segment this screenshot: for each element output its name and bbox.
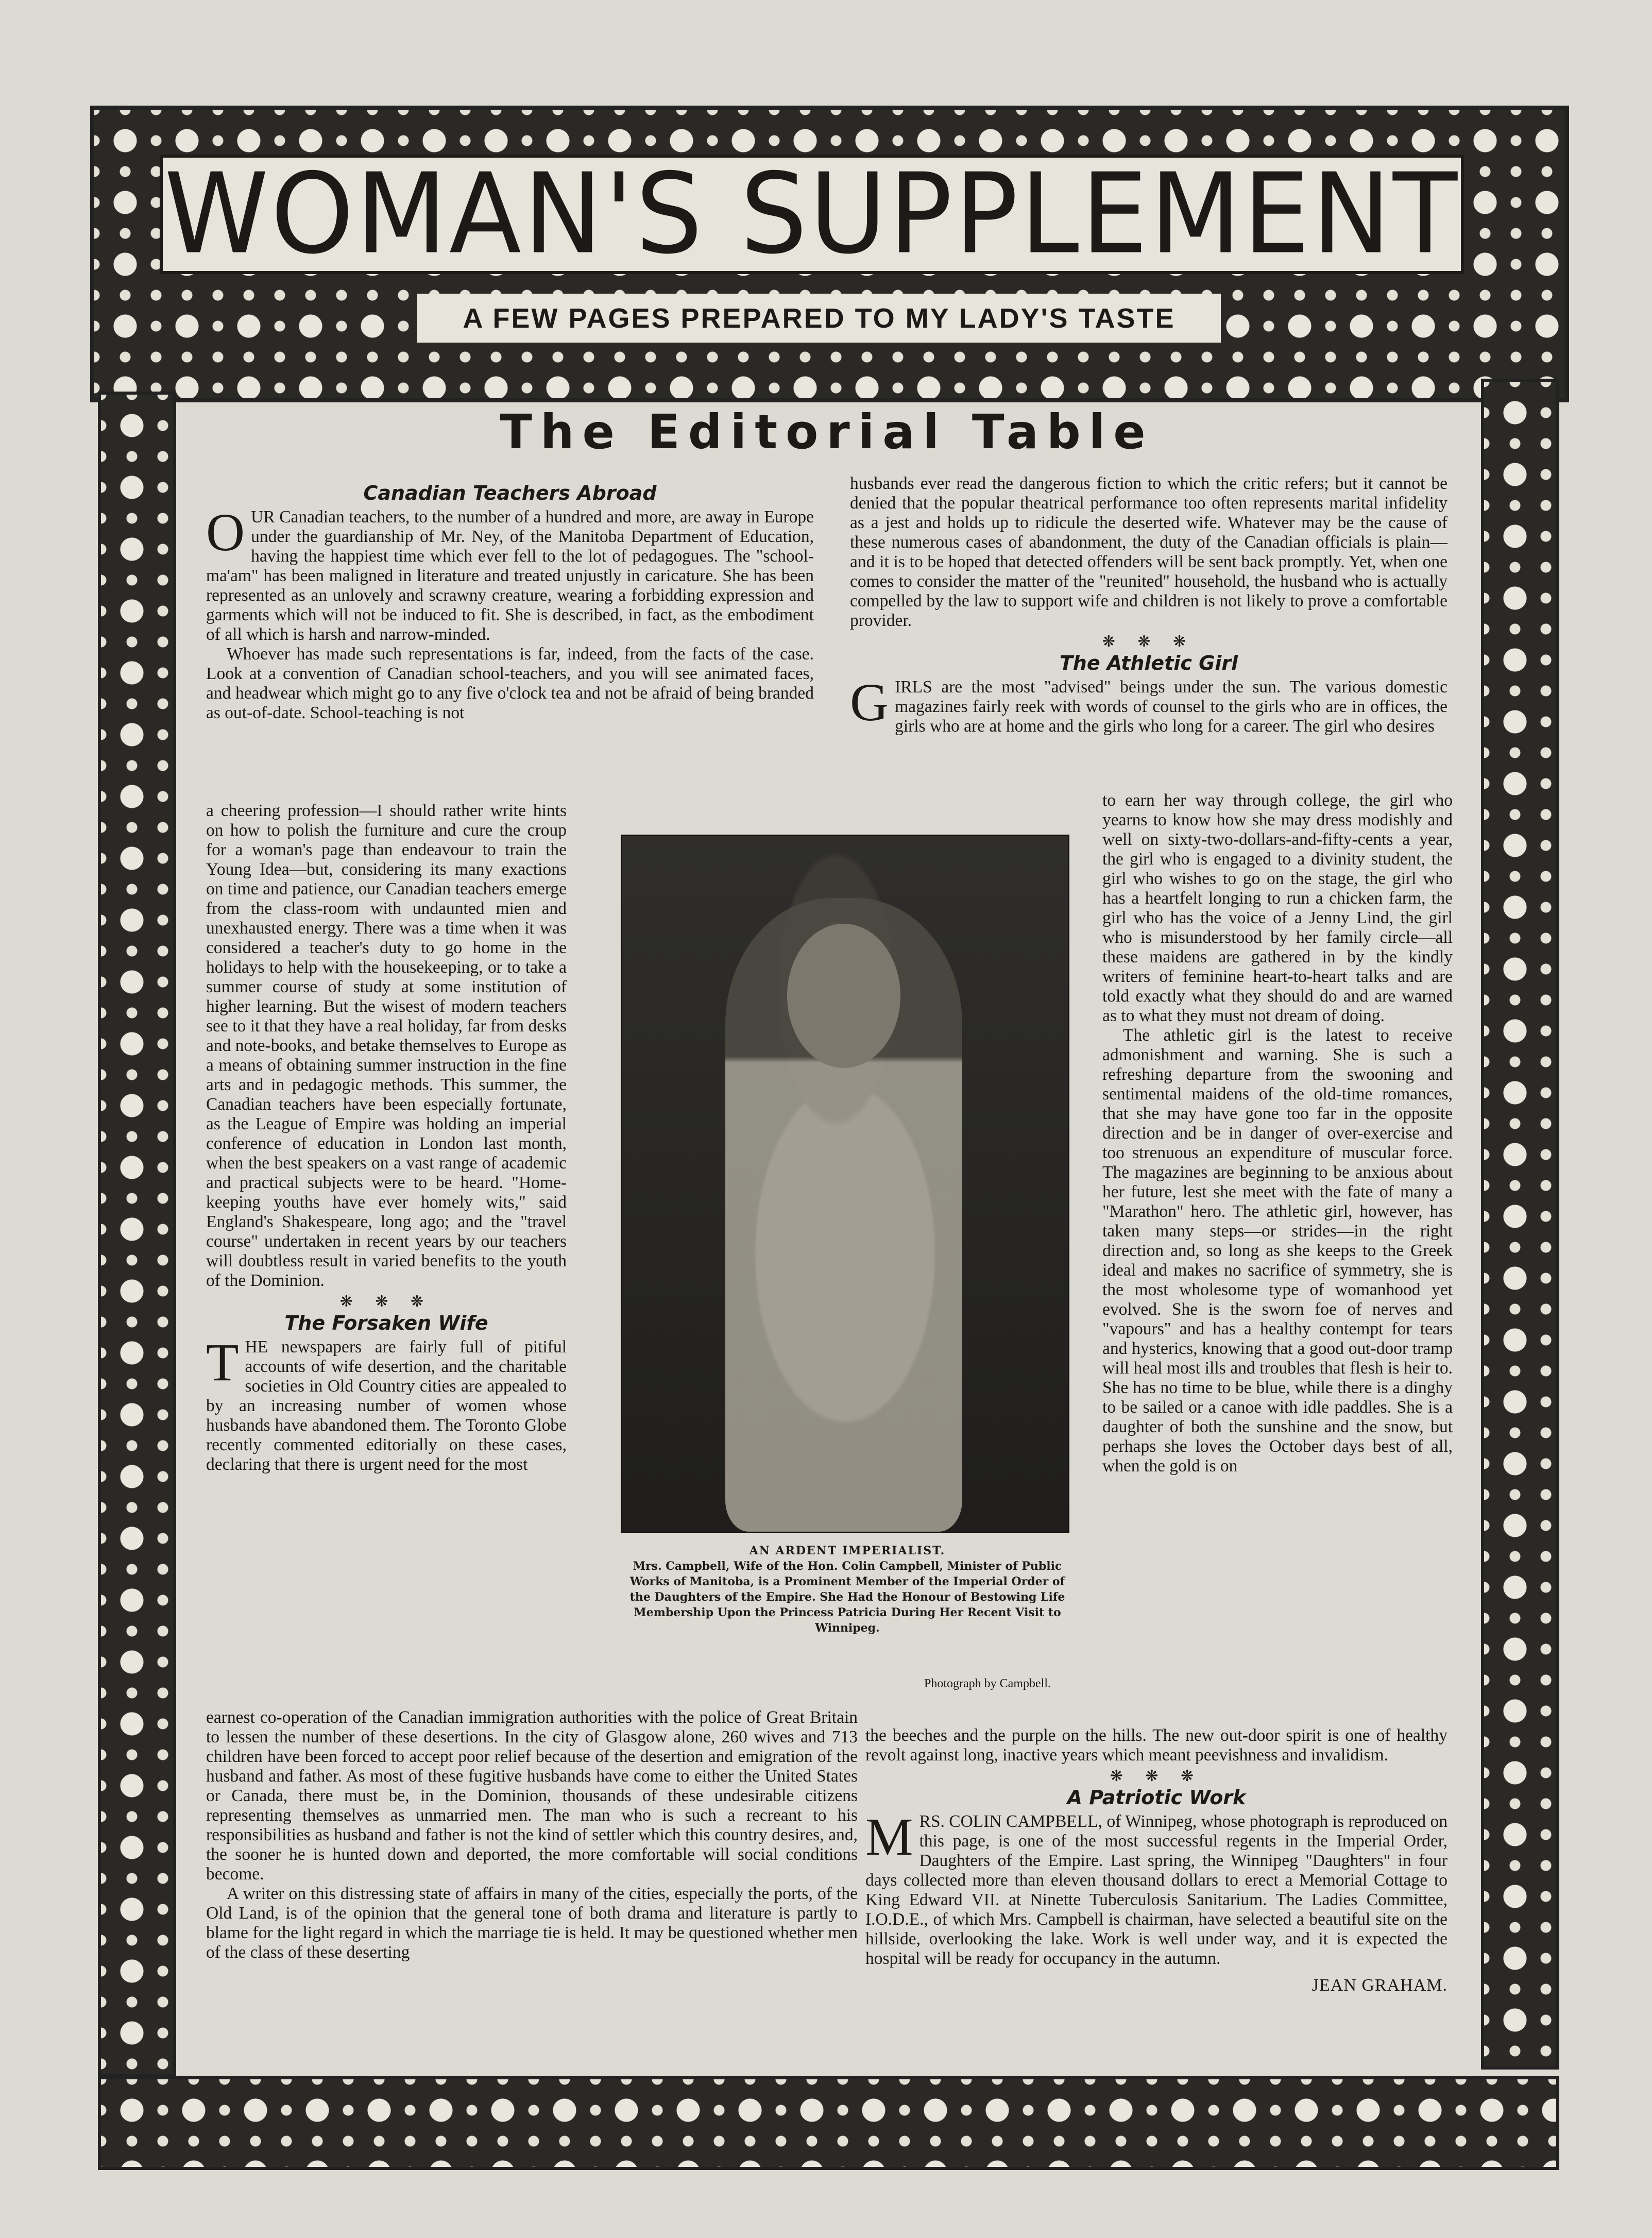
masthead	[160, 150, 1464, 279]
caption-title: AN ARDENT IMPERIALIST.	[749, 1544, 946, 1557]
paragraph: MRS. COLIN CAMPBELL, of Winnipeg, whose photograph is reproduced on this page, is one of the most successful regents in the Imperial Order, Daughters of the Empire. Last spring, the Winnipeg "Daughters" in four days collected more than eleven thousand dollars to erect a Memorial Cottage to King Edward VII. at Ninette Tuberculosis Sanitarium. The Ladies Committee, I.O.D.E., of which Mrs. Campbell is chairman, have selected a beautiful site on the hillside, overlooking the lake. Work is well under way, and it is expected the hospital will be ready for occupancy in the autumn.	[865, 1807, 1447, 1968]
portrait-photo	[621, 835, 1069, 1533]
section-ornament: ❋ ❋ ❋	[339, 1293, 433, 1310]
section-heading: Canadian Teachers Abroad	[363, 482, 657, 504]
masthead-title: WOMAN'S SUPPLEMENT	[164, 150, 1460, 279]
paragraph: A writer on this distressing state of affairs in many of the cities, especially the ports, of the Old Land, is of the opinion that the general tone of both drama and literature is partly to blame for the light regard in which the marriage tie is held. It may be questioned whether men of the class of these deserting	[206, 1884, 858, 1962]
section-teachers-continued	[206, 801, 567, 1474]
photo-caption	[628, 1543, 1066, 1636]
section-heading: A Patriotic Work	[1067, 1786, 1246, 1809]
section-ornament: ❋ ❋ ❋	[1102, 633, 1196, 650]
author-signature: JEAN GRAHAM.	[1312, 1976, 1447, 1995]
floral-border-bottom	[98, 2076, 1559, 2170]
section-ornament: ❋ ❋ ❋	[1110, 1768, 1203, 1785]
paragraph: GIRLS are the most "advised" beings under the sun. The various domestic magazines fairly reek with words of counsel to the girls who are in offices, the girls who are at home and the girls who long for a career. The girl who desires	[850, 673, 1447, 736]
section-forsaken-continued	[850, 474, 1447, 736]
drop-cap: M	[865, 1807, 913, 1867]
paragraph: a cheering profession—I should rather write hints on how to polish the furniture and cure the croup for a woman's page than endeavour to train the Young Idea—but, considering its many exactions on time and patience, our Canadian teachers emerge from the class-room with undaunted mien and unexhausted energy. There was a time when it was considered a teacher's duty to go home in the holidays to help with the housekeeping, or to take a summer course of study at some institution of higher learning. But the wisest of modern teachers see to it that they have a real holiday, far from desks and note-books, and betake themselves to Europe as a means of obtaining summer instruction in the fine arts and in pedagogic methods. This summer, the Canadian teachers have been especially fortunate, as the League of Empire was holding an imperial conference of education in London last month, when the best speakers on a vast range of academic and practical subjects were to be heard. "Home-keeping youths have ever homely wits," said England's Shakespeare, long ago; and the "travel course" undertaken in recent years by our teachers will doubtless result in varied benefits to the youth of the Dominion.	[206, 801, 567, 1290]
masthead-subtitle: A FEW PAGES PREPARED TO MY LADY'S TASTE	[463, 302, 1176, 334]
section-heading: The Athletic Girl	[1059, 652, 1238, 674]
caption-body: Mrs. Campbell, Wife of the Hon. Colin Campbell, Minister of Public Works of Manitoba, is a Prominent Member of the Imperial Order of the Daughters of the Empire. She Had the Honour of Bestowing Life Membership Upon the Princess Patricia During Her Recent Visit to Winnipeg.	[629, 1559, 1065, 1635]
photo-credit: Photograph by Campbell.	[924, 1677, 1051, 1690]
floral-border-right	[1481, 379, 1559, 2070]
portrait-head	[787, 924, 900, 1068]
page-title: The Editorial Table	[500, 404, 1154, 460]
section-teachers-abroad	[206, 482, 814, 723]
section-forsaken-bottom	[206, 1708, 858, 1962]
section-patriotic	[865, 1726, 1447, 1995]
drop-cap: T	[206, 1333, 239, 1392]
paragraph: husbands ever read the dangerous fiction to which the critic refers; but it cannot be denied that the popular theatrical performance too often represents marital infidelity as a jest and holds up to ridicule the deserted wife. Whatever may be the cause of these numerous cases of abandonment, the duty of the Canadian officials is plain—and it is to be hoped that detected offenders will be sent back promptly. Yet, when one comes to consider the matter of the "reunited" household, the husband who is actually compelled by the law to support wife and children is not likely to prove a comfortable provider.	[850, 474, 1447, 630]
paragraph: the beeches and the purple on the hills. The new out-door spirit is one of healthy revolt against long, inactive years which meant peevishness and invalidism.	[865, 1726, 1447, 1765]
floral-border-left	[98, 392, 176, 2077]
section-athletic-continued	[1102, 791, 1453, 1476]
paragraph: The athletic girl is the latest to receive admonishment and warning. She is such a refreshing departure from the swooning and sentimental maidens of the old-time romances, that she may have gone too far in the opposite direction and be in danger of over-exercise and too strenuous an expenditure of muscular force. The magazines are beginning to be anxious about her future, lest she meet with the fate of many a "Marathon" hero. The athletic girl, however, has taken many steps—or strides—in the right direction and, so long as she keeps to the Greek ideal and makes no sacrifice of symmetry, she is the most wholesome type of womanhood yet evolved. She is the sworn foe of nerves and "vapours" and has a healthy contempt for tears and hysterics, knowing that a good out-door tramp will heal most ills and troubles that flesh is heir to. She has no time to be blue, while there is a dinghy to be sailed or a canoe with idle paddles. She is a daughter of both the sunshine and the snow, but perhaps she loves the October days best of all, when the gold is on	[1102, 1026, 1453, 1476]
paragraph: earnest co-operation of the Canadian immigration authorities with the police of Great Britain to lessen the number of these desertions. In the city of Glasgow alone, 260 wives and 713 children have been forced to accept poor relief because of the desertion and emigration of the husband and father. As most of these fugitive husbands have come to either the United States or Canada, there must be, in the Dominion, thousands of these undesirable citizens representing themselves as unmarried men. The man who is such a recreant to his responsibilities as husband and father is not the kind of settler which this country desires, and, the sooner he is hunted down and deported, the more comfortable will social conditions become.	[206, 1708, 858, 1884]
paragraph: Whoever has made such representations is far, indeed, from the facts of the case. Look at a convention of Canadian school-teachers, and you will see animated faces, and headwear which might go to any five o'clock tea and not be afraid of being branded as out-of-date. School-teaching is not	[206, 645, 814, 722]
paragraph: OUR Canadian teachers, to the number of a hundred and more, are away in Europe under the guardianship of Mr. Ney, of the Manitoba Department of Education, having the happiest time which ever fell to the lot of pedagogues. The "school-ma'am" has been maligned in literature and treated unjustly in caricature. She has been represented as an unlovely and scrawny creature, wearing a forbidding expression and garments which will not be induced to fit. She is described, in fact, as the embodiment of all which is harsh and narrow-minded.	[206, 503, 814, 644]
drop-cap: G	[850, 673, 889, 732]
drop-cap: O	[206, 503, 245, 562]
paragraph: to earn her way through college, the girl who yearns to know how she may dress modishly and well on sixty-two-dollars-and-fifty-cents a year, the girl who is engaged to a divinity student, the girl who wishes to go on the stage, the girl who has a heartfelt longing to run a chicken farm, the girl who has the voice of a Jenny Lind, the girl who is misunderstood by her family circle—all these maidens are gathered in by the kindly writers of feminine heart-to-heart talks and are told exactly what they should do and are warned as to what they must not dream of doing.	[1102, 791, 1453, 1025]
section-heading: The Forsaken Wife	[284, 1312, 488, 1334]
paragraph: THE newspapers are fairly full of pitiful accounts of wife desertion, and the charitable societies in Old Country cities are appealed to by an increasing number of women whose husbands have abandoned them. The Toronto Globe recently commented editorially on these cases, declaring that there is urgent need for the most	[206, 1333, 567, 1474]
masthead-subtitle-panel	[417, 294, 1221, 343]
